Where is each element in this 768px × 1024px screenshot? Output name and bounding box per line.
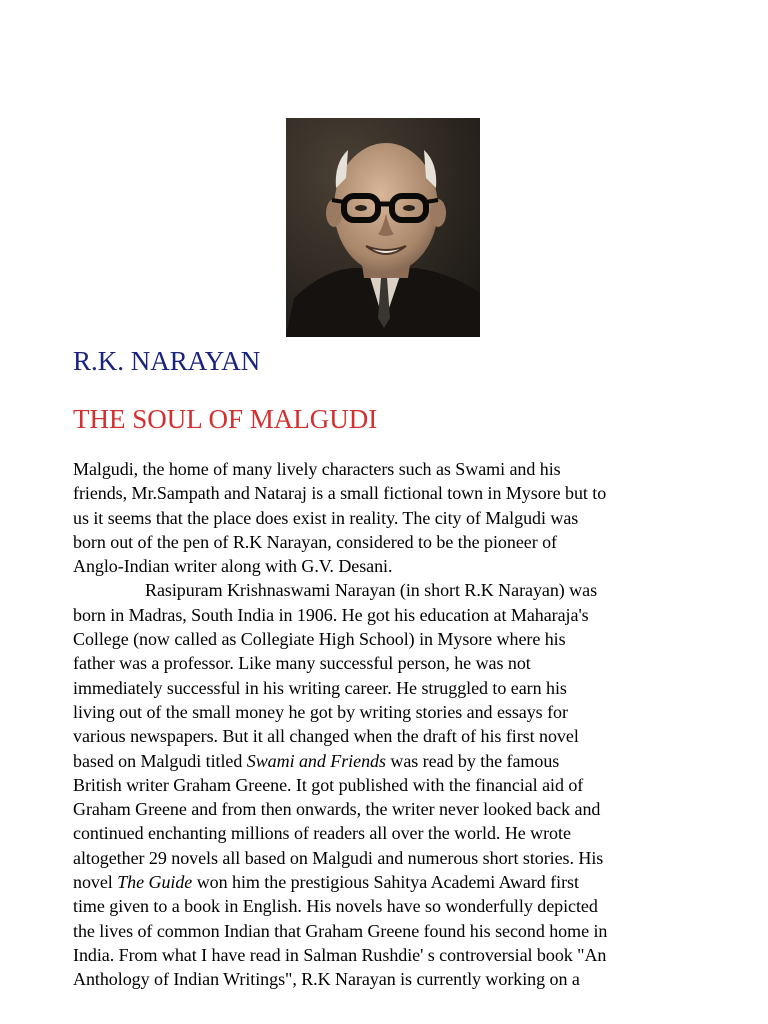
body-line: the lives of common Indian that Graham Greene found his second home in xyxy=(73,920,608,941)
body-text: won him the prestigious Sahitya Academi Award first xyxy=(192,872,579,893)
body-line-indented: Rasipuram Krishnaswami Narayan (in short R.K Narayan) was xyxy=(145,580,598,601)
body-line: time given to a book in English. His novels have so wonderfully depicted xyxy=(73,896,598,917)
book-title-the-guide: The Guide xyxy=(117,872,193,893)
article-body xyxy=(73,457,713,992)
body-line: us it seems that the place does exist in reality. The city of Malgudi was xyxy=(73,507,579,528)
body-line: India. From what I have read in Salman Rushdie' s controversial book "An xyxy=(73,944,607,965)
body-text: novel xyxy=(73,872,118,893)
body-line: Graham Greene and from then onwards, the writer never looked back and xyxy=(73,799,601,820)
body-line: Malgudi, the home of many lively characters such as Swami and his xyxy=(73,459,561,479)
author-name-heading: R.K. NARAYAN xyxy=(73,346,261,376)
body-line: father was a professor. Like many successful person, he was not xyxy=(73,653,531,674)
body-line: Anthology of Indian Writings", R.K Narayan is currently working on a xyxy=(73,969,580,990)
body-line: British writer Graham Greene. It got published with the financial aid of xyxy=(73,774,584,795)
body-line: born out of the pen of R.K Narayan, considered to be the pioneer of xyxy=(73,531,557,552)
author-portrait xyxy=(286,118,480,337)
body-line xyxy=(73,749,713,773)
body-text: based on Malgudi titled xyxy=(73,750,247,771)
portrait-illustration xyxy=(286,118,480,337)
body-text: was read by the famous xyxy=(385,750,560,771)
body-line: continued enchanting millions of readers all over the world. He wrote xyxy=(73,823,571,844)
body-line: altogether 29 novels all based on Malgudi and numerous short stories. His xyxy=(73,847,604,868)
body-line: born in Madras, South India in 1906. He got his education at Maharaja's xyxy=(73,604,589,625)
body-line xyxy=(73,870,713,894)
body-line: various newspapers. But it all changed when the draft of his first novel xyxy=(73,726,579,747)
body-line: friends, Mr.Sampath and Nataraj is a small fictional town in Mysore but to xyxy=(73,483,607,504)
body-line: immediately successful in his writing career. He struggled to earn his xyxy=(73,677,567,698)
book-title-swami-and-friends: Swami and Friends xyxy=(246,750,386,771)
body-line: Anglo-Indian writer along with G.V. Desani. xyxy=(73,556,393,577)
article-subtitle-heading: THE SOUL OF MALGUDI xyxy=(73,404,378,434)
body-line: College (now called as Collegiate High School) in Mysore where his xyxy=(73,629,566,650)
body-line: living out of the small money he got by writing stories and essays for xyxy=(73,701,568,722)
